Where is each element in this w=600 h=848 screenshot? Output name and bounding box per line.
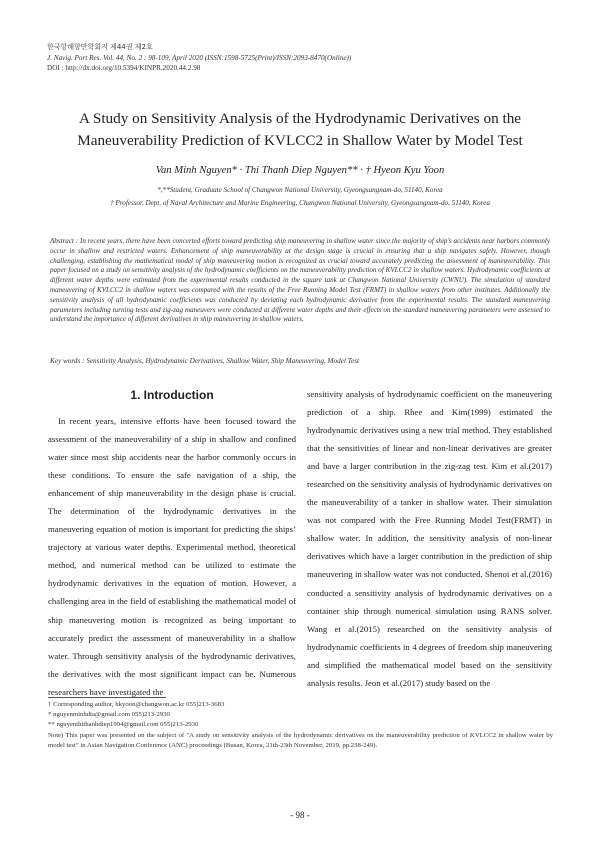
footnote-divider [48,697,166,698]
journal-korean-title: 한국항해항만학회지 제44권 제2호 [47,43,153,51]
journal-header [47,42,351,74]
affiliation-students: *,**Student, Graduate School of Changwon National University, Gyeongsangnam-do, 51140, Korea [157,186,443,194]
page-number: - 98 - [290,810,310,820]
body-column-right [307,385,552,692]
paper-title [40,108,560,152]
footnote-author-1: * nguyenminhdta@gmail.com 055)213-2930 [48,711,170,719]
journal-citation: J. Navig. Port Res. Vol. 44, No. 2 : 98-109, April 2020 (ISSN:1598-5725(Print)/ISSN:2093-8470(Online)) [47,53,352,62]
section-title-introduction: 1. Introduction [130,388,214,402]
intro-paragraph-right: sensitivity analysis of hydrodynamic coefficient on the maneuvering prediction of a ship. Rhee and Kim(1999) estimated the hydrodynamic derivatives using a new trial method. They established that the sensitivities of linear and non-linear derivatives are greater and have a larger contribution in the zig-zag test. Kim et al.(2017) researched on the sensitivity analysis of hydrodynamic derivatives on the maneuverability of a tanker in shallow water. Their simulation was not compared with the Free Running Model Test(FRMT) in shallow water. In addition, the sensitivity analysis of non-linear derivatives which have a larger contribution in the prediction of ship maneuvering in shallow water was not conducted. Shenoi et al.(2016) conducted a sensitivity analysis of hydrodynamic derivatives on a container ship through numerical simulation using RANS solver. Wang et al.(2015) researched on the sensitivity analysis of hydrodynamic coefficients in 4 degrees of freedom ship maneuvering and simplified the mathematical model based on the sensitivity analysis results. Jeon et al.(2017) study based on the [307,389,552,688]
keywords: Key words : Sensitivity Analysis, Hydrodynamic Derivatives, Shallow Water, Ship Maneuvering, Model Test [50,357,360,365]
affiliation-professor: † Professor, Dept. of Naval Architecture and Marine Engineering, Changwon National University, Gyeongsangnam-do, 51140, Korea [110,198,490,207]
body-column-left [48,412,296,701]
intro-paragraph-left: In recent years, intensive efforts have been focused toward the assessment of the maneuverability of a ship in shallow and confined water since most ship accidents near the harbor commonly occurs in these conditions. To ensure the safe navigation of a ship, the enhancement of ship maneuverability in the design phase is crucial. The determination of the hydrodynamic derivatives in the maneuvering equation of motion is important for predicting the ships’ trajectory at various water depths. Experimental method, theoretical method, and numerical method can be utilized to estimate the hydrodynamic derivatives in the equation of motion. However, a challenging area in the field of establishing the mathematical model of ship maneuvering motion is recognized as being important to accurately predict the assessment of maneuverability in a shallow water. Through sensitivity analysis of the hydrodynamic derivatives, the derivatives with the most significant impact can be. Numerous researchers have investigated the [48,416,296,697]
abstract: Abstract : In recent years, there have been concerted efforts toward predicting ship maneuvering in shallow water since the majority of ship’s accidents near harbors commonly occur in shallow and restricted waters. Enhancement of ship maneuverability at the design stage is crucial in ensuring that a ship navigates safely. However, though challenging, establishing the mathematical model of ship maneuvering motion is recognized as crucial toward accurately predicting the assessment of maneuverability. This paper focused on a study on sensitivity analysis of the hydrodynamic coefficients on the maneuverability prediction of KVLCC2 in shallow waters. Hydrodynamic coefficients at different water depths were estimated from the experimental results conducted in the square tank at Changwon National University (CWNU). The simulation of standard maneuvering of KVLCC2 in shallow waters was compared with the results of the Free Running Model Test (FRMT) in shallow waters from other institutes. Additionally the sensitivity analysis of all hydrodynamic coefficients was conducted by deviating each hydrodynamic derivative from the experimental results. The standard maneuvering parameters including turning tests and zig-zag maneuvers were conducted at different water depths and their effects on the standard maneuvering parameters were assessed to understand the importance of different derivatives in ship maneuvering in shallow waters. [50,237,550,324]
footnote-corresponding-author: † Corresponding author, hkyoon@changwon.ac.kr 055)213-3683 [48,701,225,708]
paper-authors: Van Minh Nguyen* · Thi Thanh Diep Nguyen** · † Hyeon Kyu Yoon [155,165,445,176]
footnote-note: Note) This paper was presented on the subject of "A study on sensitivity analysis of the hydrodynamic derivatives on the maneuverability prediction of KVLCC2 in shallow water by model test" in Asian Navigation Conference (ANC) proceedings (Busan, Korea, 21th-23th November, 2019, pp.238-249). [48,731,553,749]
footnotes [48,700,553,751]
footnote-author-2: ** nguyenthithanhdiep1994@gmail.com 055)213-2930 [48,721,199,729]
author-affiliations [40,184,560,209]
journal-doi[interactable]: DOI : http://dx.doi.org/10.5394/KINPR.2020.44.2.98 [47,64,201,73]
paper-title-line-2: Maneuverability Prediction of KVLCC2 in Shallow Water by Model Test [77,132,523,149]
paper-title-line-1: A Study on Sensitivity Analysis of the Hydrodynamic Derivatives on the [78,110,522,127]
